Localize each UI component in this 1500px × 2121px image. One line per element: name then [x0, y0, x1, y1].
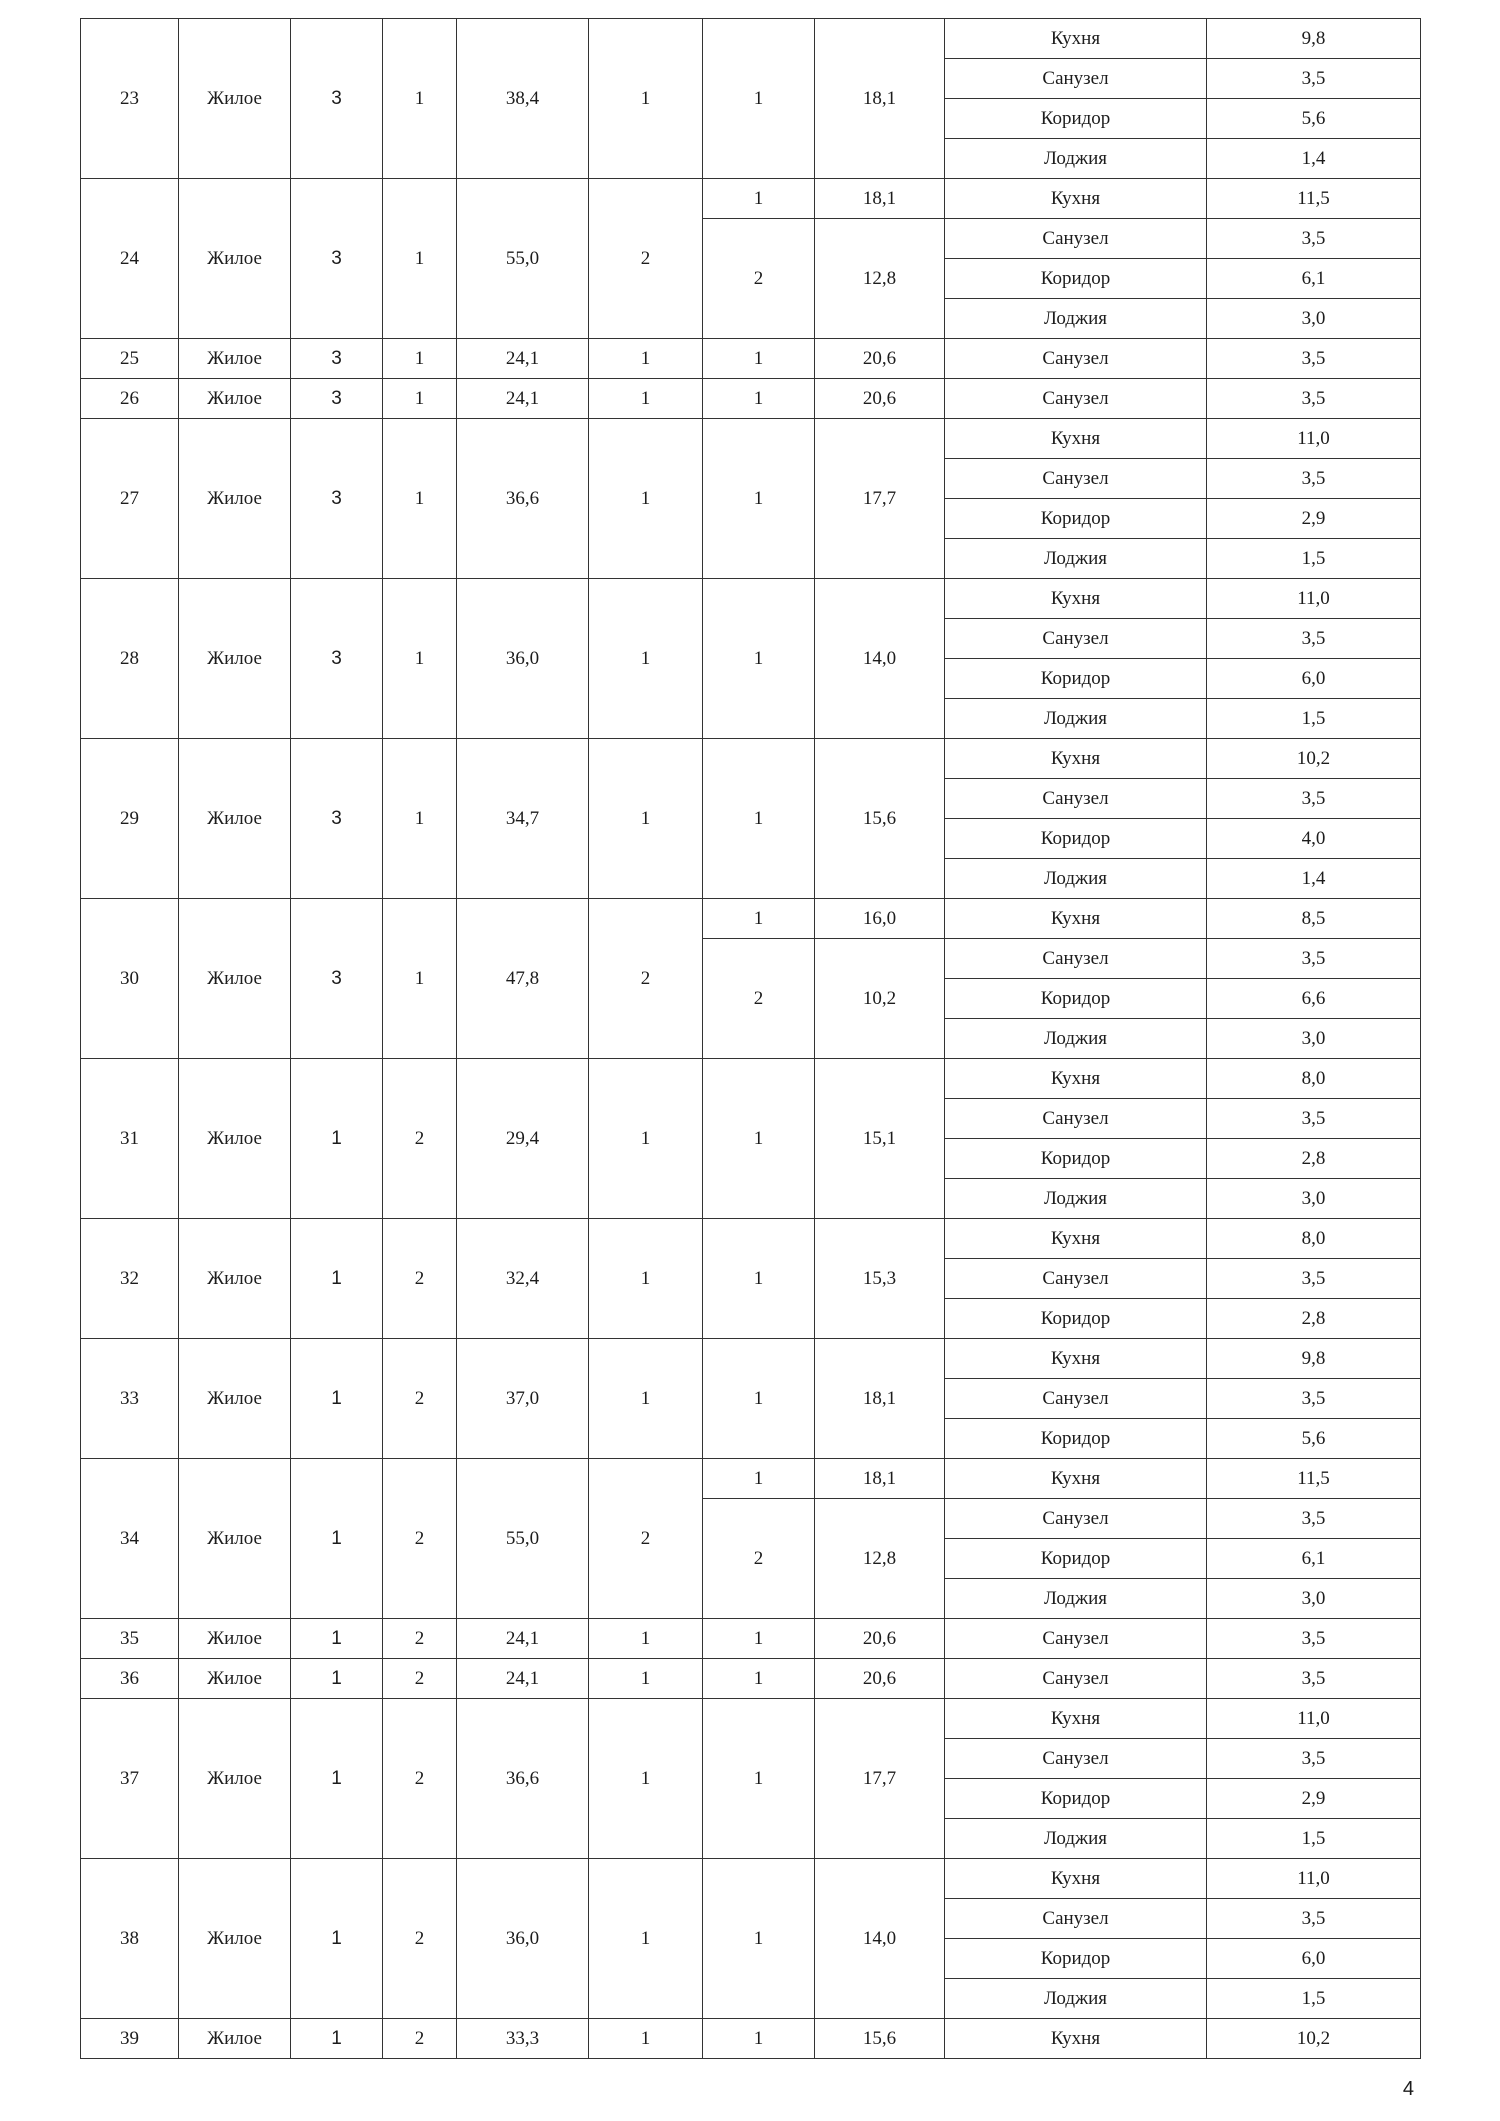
section-number: 3 [291, 19, 383, 179]
apartment-type: Жилое [179, 419, 291, 579]
floor-number: 1 [383, 579, 457, 739]
room-number: 1 [703, 739, 815, 899]
aux-room-area: 3,5 [1207, 1099, 1421, 1139]
aux-room-area: 8,5 [1207, 899, 1421, 939]
total-area: 32,4 [457, 1219, 589, 1339]
apartment-number: 36 [81, 1659, 179, 1699]
room-area: 20,6 [815, 1659, 945, 1699]
aux-room-name: Санузел [945, 939, 1207, 979]
aux-room-name: Лоджия [945, 1819, 1207, 1859]
rooms-count: 1 [589, 1619, 703, 1659]
apartment-number: 38 [81, 1859, 179, 2019]
table-row [81, 1459, 1421, 1499]
apartment-number: 34 [81, 1459, 179, 1619]
total-area: 36,6 [457, 419, 589, 579]
room-area: 18,1 [815, 1339, 945, 1459]
rooms-count: 1 [589, 1219, 703, 1339]
aux-room-area: 3,5 [1207, 939, 1421, 979]
apartment-type: Жилое [179, 179, 291, 339]
total-area: 33,3 [457, 2019, 589, 2059]
aux-room-name: Кухня [945, 739, 1207, 779]
aux-room-name: Санузел [945, 1259, 1207, 1299]
room-number: 1 [703, 1699, 815, 1859]
floor-number: 1 [383, 419, 457, 579]
aux-room-name: Кухня [945, 179, 1207, 219]
floor-number: 1 [383, 339, 457, 379]
aux-room-area: 11,5 [1207, 1459, 1421, 1499]
aux-room-area: 2,9 [1207, 1779, 1421, 1819]
apartment-number: 26 [81, 379, 179, 419]
floor-number: 2 [383, 1859, 457, 2019]
aux-room-area: 3,5 [1207, 1379, 1421, 1419]
aux-room-area: 1,5 [1207, 539, 1421, 579]
room-number: 1 [703, 899, 815, 939]
total-area: 55,0 [457, 1459, 589, 1619]
aux-room-name: Санузел [945, 379, 1207, 419]
room-area: 15,6 [815, 739, 945, 899]
room-area: 18,1 [815, 1459, 945, 1499]
aux-room-name: Кухня [945, 579, 1207, 619]
room-area: 18,1 [815, 19, 945, 179]
aux-room-name: Лоджия [945, 1979, 1207, 2019]
aux-room-name: Санузел [945, 1499, 1207, 1539]
aux-room-name: Кухня [945, 1699, 1207, 1739]
table-row [81, 899, 1421, 939]
total-area: 24,1 [457, 1659, 589, 1699]
aux-room-name: Санузел [945, 1659, 1207, 1699]
apartment-type: Жилое [179, 339, 291, 379]
room-area: 20,6 [815, 339, 945, 379]
room-number: 2 [703, 219, 815, 339]
table-row [81, 419, 1421, 459]
apartment-number: 25 [81, 339, 179, 379]
rooms-count: 1 [589, 1659, 703, 1699]
floor-number: 2 [383, 1219, 457, 1339]
aux-room-area: 2,8 [1207, 1299, 1421, 1339]
aux-room-name: Санузел [945, 1899, 1207, 1939]
rooms-count: 1 [589, 579, 703, 739]
aux-room-name: Кухня [945, 2019, 1207, 2059]
aux-room-area: 6,1 [1207, 259, 1421, 299]
total-area: 24,1 [457, 379, 589, 419]
room-number: 1 [703, 1059, 815, 1219]
aux-room-area: 3,5 [1207, 219, 1421, 259]
room-number: 1 [703, 1659, 815, 1699]
aux-room-area: 3,5 [1207, 339, 1421, 379]
section-number: 1 [291, 1859, 383, 2019]
floor-number: 1 [383, 179, 457, 339]
table-row [81, 1859, 1421, 1899]
table-row [81, 379, 1421, 419]
room-area: 14,0 [815, 579, 945, 739]
apartment-type: Жилое [179, 579, 291, 739]
aux-room-area: 3,5 [1207, 379, 1421, 419]
apartment-number: 29 [81, 739, 179, 899]
aux-room-name: Кухня [945, 899, 1207, 939]
aux-room-name: Санузел [945, 779, 1207, 819]
apartment-number: 27 [81, 419, 179, 579]
aux-room-name: Коридор [945, 1139, 1207, 1179]
apartment-type: Жилое [179, 1059, 291, 1219]
section-number: 1 [291, 1659, 383, 1699]
aux-room-area: 6,1 [1207, 1539, 1421, 1579]
room-number: 1 [703, 1339, 815, 1459]
apartment-type: Жилое [179, 1699, 291, 1859]
total-area: 37,0 [457, 1339, 589, 1459]
aux-room-area: 3,5 [1207, 1619, 1421, 1659]
table-row [81, 1219, 1421, 1259]
floor-number: 2 [383, 1459, 457, 1619]
aux-room-area: 3,5 [1207, 1739, 1421, 1779]
aux-room-area: 11,0 [1207, 1859, 1421, 1899]
room-area: 20,6 [815, 379, 945, 419]
table-row [81, 179, 1421, 219]
apartment-type: Жилое [179, 2019, 291, 2059]
total-area: 47,8 [457, 899, 589, 1059]
aux-room-name: Коридор [945, 1939, 1207, 1979]
aux-room-name: Санузел [945, 1619, 1207, 1659]
section-number: 3 [291, 339, 383, 379]
section-number: 1 [291, 1339, 383, 1459]
aux-room-name: Санузел [945, 1739, 1207, 1779]
apartment-number: 23 [81, 19, 179, 179]
aux-room-name: Санузел [945, 339, 1207, 379]
rooms-count: 1 [589, 1699, 703, 1859]
aux-room-name: Коридор [945, 979, 1207, 1019]
aux-room-area: 3,5 [1207, 779, 1421, 819]
aux-room-area: 1,4 [1207, 859, 1421, 899]
apartment-number: 28 [81, 579, 179, 739]
table-row [81, 2019, 1421, 2059]
aux-room-area: 3,5 [1207, 59, 1421, 99]
apartment-type: Жилое [179, 1339, 291, 1459]
room-number: 2 [703, 939, 815, 1059]
apartment-number: 24 [81, 179, 179, 339]
aux-room-name: Кухня [945, 1059, 1207, 1099]
section-number: 3 [291, 379, 383, 419]
total-area: 24,1 [457, 1619, 589, 1659]
room-number: 1 [703, 379, 815, 419]
total-area: 29,4 [457, 1059, 589, 1219]
room-area: 12,8 [815, 219, 945, 339]
aux-room-area: 6,6 [1207, 979, 1421, 1019]
room-number: 1 [703, 179, 815, 219]
total-area: 36,0 [457, 1859, 589, 2019]
apartment-number: 37 [81, 1699, 179, 1859]
aux-room-area: 3,5 [1207, 1659, 1421, 1699]
aux-room-area: 9,8 [1207, 19, 1421, 59]
page-number: 4 [1402, 2078, 1414, 2100]
room-area: 16,0 [815, 899, 945, 939]
apartment-type: Жилое [179, 1659, 291, 1699]
section-number: 1 [291, 1459, 383, 1619]
aux-room-name: Лоджия [945, 139, 1207, 179]
apartment-type: Жилое [179, 19, 291, 179]
room-number: 2 [703, 1499, 815, 1619]
aux-room-area: 3,5 [1207, 1499, 1421, 1539]
rooms-count: 1 [589, 339, 703, 379]
aux-room-name: Кухня [945, 1859, 1207, 1899]
total-area: 55,0 [457, 179, 589, 339]
floor-number: 1 [383, 19, 457, 179]
aux-room-name: Коридор [945, 819, 1207, 859]
aux-room-name: Лоджия [945, 1179, 1207, 1219]
room-area: 15,1 [815, 1059, 945, 1219]
aux-room-area: 3,5 [1207, 619, 1421, 659]
aux-room-name: Коридор [945, 1539, 1207, 1579]
aux-room-area: 3,0 [1207, 1579, 1421, 1619]
room-area: 20,6 [815, 1619, 945, 1659]
table-row [81, 1059, 1421, 1099]
aux-room-area: 5,6 [1207, 1419, 1421, 1459]
floor-number: 2 [383, 2019, 457, 2059]
table-row [81, 1659, 1421, 1699]
aux-room-name: Коридор [945, 659, 1207, 699]
rooms-count: 2 [589, 899, 703, 1059]
rooms-count: 1 [589, 739, 703, 899]
floor-number: 2 [383, 1619, 457, 1659]
apartments-table [80, 18, 1421, 2059]
aux-room-name: Санузел [945, 1379, 1207, 1419]
aux-room-name: Санузел [945, 59, 1207, 99]
total-area: 24,1 [457, 339, 589, 379]
total-area: 34,7 [457, 739, 589, 899]
aux-room-name: Коридор [945, 259, 1207, 299]
apartment-type: Жилое [179, 1459, 291, 1619]
aux-room-area: 3,0 [1207, 1019, 1421, 1059]
apartment-type: Жилое [179, 379, 291, 419]
rooms-count: 1 [589, 419, 703, 579]
rooms-count: 1 [589, 1859, 703, 2019]
aux-room-area: 1,4 [1207, 139, 1421, 179]
floor-number: 2 [383, 1699, 457, 1859]
aux-room-area: 3,0 [1207, 1179, 1421, 1219]
aux-room-name: Кухня [945, 1219, 1207, 1259]
aux-room-name: Лоджия [945, 299, 1207, 339]
apartment-number: 35 [81, 1619, 179, 1659]
aux-room-name: Коридор [945, 99, 1207, 139]
aux-room-area: 4,0 [1207, 819, 1421, 859]
total-area: 36,6 [457, 1699, 589, 1859]
room-area: 12,8 [815, 1499, 945, 1619]
aux-room-name: Кухня [945, 19, 1207, 59]
room-area: 14,0 [815, 1859, 945, 2019]
floor-number: 1 [383, 379, 457, 419]
table-row [81, 1699, 1421, 1739]
aux-room-name: Кухня [945, 1339, 1207, 1379]
aux-room-area: 10,2 [1207, 2019, 1421, 2059]
table-row [81, 19, 1421, 59]
aux-room-name: Санузел [945, 459, 1207, 499]
room-number: 1 [703, 1619, 815, 1659]
section-number: 1 [291, 1619, 383, 1659]
floor-number: 1 [383, 739, 457, 899]
section-number: 1 [291, 2019, 383, 2059]
room-area: 15,3 [815, 1219, 945, 1339]
room-area: 18,1 [815, 179, 945, 219]
apartment-number: 30 [81, 899, 179, 1059]
room-number: 1 [703, 19, 815, 179]
room-number: 1 [703, 1219, 815, 1339]
room-number: 1 [703, 579, 815, 739]
aux-room-area: 2,8 [1207, 1139, 1421, 1179]
apartment-number: 31 [81, 1059, 179, 1219]
floor-number: 1 [383, 899, 457, 1059]
aux-room-name: Лоджия [945, 1019, 1207, 1059]
aux-room-name: Санузел [945, 1099, 1207, 1139]
section-number: 3 [291, 739, 383, 899]
aux-room-area: 10,2 [1207, 739, 1421, 779]
room-number: 1 [703, 339, 815, 379]
floor-number: 2 [383, 1659, 457, 1699]
table-row [81, 1339, 1421, 1379]
rooms-count: 2 [589, 1459, 703, 1619]
aux-room-name: Лоджия [945, 699, 1207, 739]
room-area: 17,7 [815, 1699, 945, 1859]
aux-room-name: Коридор [945, 1419, 1207, 1459]
rooms-count: 1 [589, 1059, 703, 1219]
total-area: 36,0 [457, 579, 589, 739]
table-row [81, 739, 1421, 779]
section-number: 1 [291, 1059, 383, 1219]
aux-room-area: 1,5 [1207, 699, 1421, 739]
section-number: 3 [291, 899, 383, 1059]
aux-room-name: Кухня [945, 419, 1207, 459]
aux-room-area: 3,0 [1207, 299, 1421, 339]
section-number: 1 [291, 1219, 383, 1339]
apartment-type: Жилое [179, 1859, 291, 2019]
aux-room-area: 8,0 [1207, 1219, 1421, 1259]
apartment-type: Жилое [179, 1619, 291, 1659]
aux-room-area: 6,0 [1207, 659, 1421, 699]
room-number: 1 [703, 2019, 815, 2059]
aux-room-area: 3,5 [1207, 459, 1421, 499]
apartment-number: 32 [81, 1219, 179, 1339]
aux-room-area: 6,0 [1207, 1939, 1421, 1979]
rooms-count: 1 [589, 2019, 703, 2059]
aux-room-area: 5,6 [1207, 99, 1421, 139]
rooms-count: 1 [589, 379, 703, 419]
aux-room-area: 1,5 [1207, 1819, 1421, 1859]
aux-room-name: Лоджия [945, 1579, 1207, 1619]
apartment-type: Жилое [179, 1219, 291, 1339]
room-area: 17,7 [815, 419, 945, 579]
table-row [81, 1619, 1421, 1659]
table-row [81, 339, 1421, 379]
rooms-count: 2 [589, 179, 703, 339]
section-number: 1 [291, 1699, 383, 1859]
table-row [81, 579, 1421, 619]
room-area: 10,2 [815, 939, 945, 1059]
aux-room-area: 11,5 [1207, 179, 1421, 219]
aux-room-name: Лоджия [945, 859, 1207, 899]
room-number: 1 [703, 1859, 815, 2019]
section-number: 3 [291, 579, 383, 739]
aux-room-area: 11,0 [1207, 579, 1421, 619]
aux-room-name: Санузел [945, 619, 1207, 659]
aux-room-area: 3,5 [1207, 1259, 1421, 1299]
floor-number: 2 [383, 1339, 457, 1459]
section-number: 3 [291, 179, 383, 339]
aux-room-name: Коридор [945, 499, 1207, 539]
apartment-type: Жилое [179, 739, 291, 899]
aux-room-area: 8,0 [1207, 1059, 1421, 1099]
rooms-count: 1 [589, 1339, 703, 1459]
aux-room-name: Коридор [945, 1779, 1207, 1819]
aux-room-area: 3,5 [1207, 1899, 1421, 1939]
room-number: 1 [703, 1459, 815, 1499]
section-number: 3 [291, 419, 383, 579]
room-area: 15,6 [815, 2019, 945, 2059]
apartment-number: 33 [81, 1339, 179, 1459]
apartment-number: 39 [81, 2019, 179, 2059]
floor-number: 2 [383, 1059, 457, 1219]
room-number: 1 [703, 419, 815, 579]
aux-room-name: Кухня [945, 1459, 1207, 1499]
aux-room-area: 11,0 [1207, 1699, 1421, 1739]
aux-room-area: 2,9 [1207, 499, 1421, 539]
aux-room-name: Коридор [945, 1299, 1207, 1339]
total-area: 38,4 [457, 19, 589, 179]
aux-room-name: Лоджия [945, 539, 1207, 579]
aux-room-area: 1,5 [1207, 1979, 1421, 2019]
aux-room-area: 11,0 [1207, 419, 1421, 459]
rooms-count: 1 [589, 19, 703, 179]
aux-room-area: 9,8 [1207, 1339, 1421, 1379]
apartment-type: Жилое [179, 899, 291, 1059]
aux-room-name: Санузел [945, 219, 1207, 259]
